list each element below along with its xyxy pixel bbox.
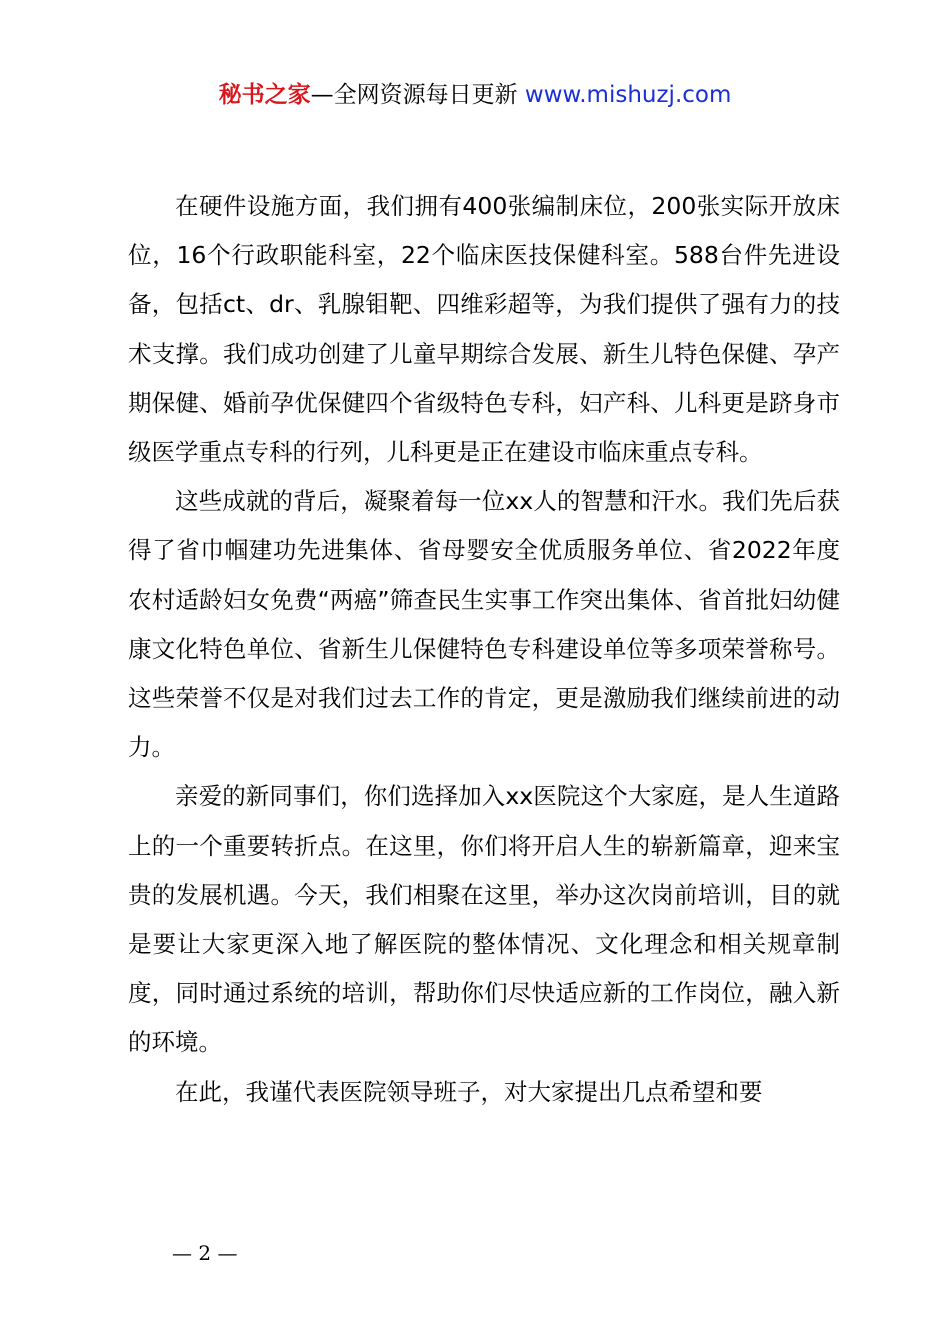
page-number: — 2 — xyxy=(172,1241,238,1265)
header-tagline: —全网资源每日更新 xyxy=(310,82,525,108)
brand-name: 秘书之家 xyxy=(218,82,311,108)
document-body xyxy=(128,182,840,1117)
site-header xyxy=(0,78,950,112)
paragraph-welcome: 亲爱的新同事们，你们选择加入xx医院这个大家庭，是人生道路上的一个重要转折点。在这里，你们将开启人生的崭新篇章，迎来宝贵的发展机遇。今天，我们相聚在这里，举办这次岗前培训，目的就是要让大家更深入地了解医院的整体情况、文化理念和相关规章制度，同时通过系统的培训，帮助你们尽快适应新的工作岗位，融入新的环境。 xyxy=(128,782,840,1057)
site-url-link[interactable]: www.mishuzj.com xyxy=(524,82,732,108)
paragraph-facilities: 在硬件设施方面，我们拥有400张编制床位，200张实际开放床位，16个行政职能科室，22个临床医技保健科室。588台件先进设备，包括ct、dr、乳腺钼靶、四维彩超等，为我们提供了强有力的技术支撑。我们成功创建了儿童早期综合发展、新生儿特色保健、孕产期保健、婚前孕优保健四个省级特色专科，妇产科、儿科更是跻身市级医学重点专科的行列，儿科更是正在建设市临床重点专科。 xyxy=(128,192,840,467)
paragraph-honors: 这些成就的背后，凝聚着每一位xx人的智慧和汗水。我们先后获得了省巾帼建功先进集体、省母婴安全优质服务单位、省2022年度农村适龄妇女免费“两癌”筛查民生实事工作突出集体、省首批妇幼健康文化特色单位、省新生儿保健特色专科建设单位等多项荣誉称号。这些荣誉不仅是对我们过去工作的肯定，更是激励我们继续前进的动力。 xyxy=(128,487,840,762)
paragraph-expectations: 在此，我谨代表医院领导班子，对大家提出几点希望和要 xyxy=(175,1077,763,1106)
